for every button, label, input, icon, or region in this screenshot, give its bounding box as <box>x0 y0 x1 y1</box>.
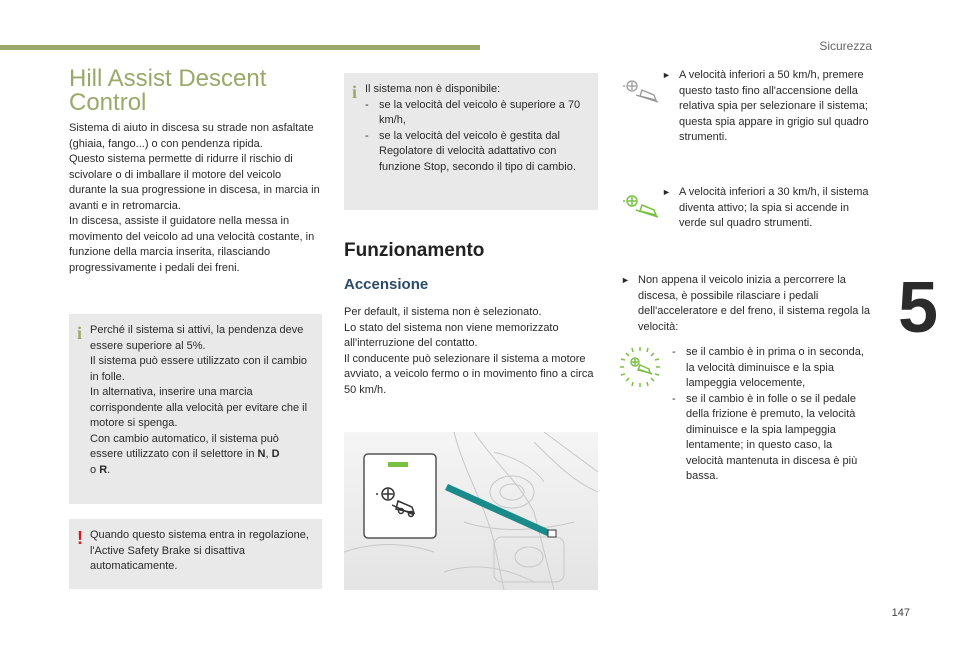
console-photo <box>344 432 598 590</box>
bullet-arrow-icon: ► <box>662 187 671 197</box>
info-box-requirements <box>69 314 322 504</box>
intro-paragraph: In discesa, assiste il guidatore nella messa in movimento del veicolo ad una velocità costante, in funzione della marcia inserita, rilasciando progressivamente i pedali dei freni. <box>69 215 315 274</box>
list-item-text: se la velocità del veicolo è superiore a 70 km/h, <box>379 98 581 126</box>
chapter-number: 5 <box>897 268 938 348</box>
intro-paragraph: Questo sistema permette di ridurre il rischio di scivolare o di imballare il motore del veicolo durante la sua progressione in discesa, in marcia in avanti e in retromarcia. <box>69 153 320 212</box>
hadc-green-indicator-icon <box>622 193 662 219</box>
instruction-grey <box>662 68 872 146</box>
period: . <box>107 463 111 476</box>
page-title-line2: Control <box>69 89 147 116</box>
accensione-text <box>344 305 600 398</box>
info-line: In alternativa, inserire una marcia corrispondente alla velocità per evitare che il motore si spenga. <box>90 386 308 429</box>
instruction-release <box>621 273 871 335</box>
hadc-grey-indicator-icon <box>622 78 662 104</box>
instruction-text: A velocità inferiori a 50 km/h, premere questo tasto fino all'accensione della relativa spia per selezionare il sistema; questa spia appare in grigio sul quadro strumenti. <box>679 69 869 143</box>
list-item-text: se il cambio è in prima o in seconda, la velocità diminuisce e la spia lampeggia velocemente, <box>686 346 864 389</box>
instruction-text: Non appena il veicolo inizia a percorrere la discesa, è possibile rilasciare i pedali dell'acceleratore e del freno, il sistema regola la velocità: <box>638 274 870 333</box>
bullet-arrow-icon: ► <box>662 70 671 80</box>
info-box-text <box>90 323 312 478</box>
selector-n: N <box>257 448 266 460</box>
page-title-line1: Hill Assist Descent <box>69 65 267 92</box>
bullet-arrow-icon: ► <box>621 275 630 285</box>
availability-intro: Il sistema non è disponibile: <box>365 83 501 95</box>
info-line: Perché il sistema si attivi, la pendenza deve essere superiore al 5%. <box>90 324 304 352</box>
list-item-text: se il cambio è in folle o se il pedale della frizione è premuto, la velocità diminuisce e la spia lampeggia lentamente; in questo caso, la velocità mantenuta in discesa è più bassa. <box>686 392 858 482</box>
instruction-green <box>662 185 872 232</box>
list-item: - se il cambio è in folle o se il pedale della frizione è premuto, la velocità diminuisce e la spia lampeggia lentamente; in questo caso, la velocità mantenuta in discesa è più bassa. <box>672 392 872 485</box>
separator: , <box>265 448 272 460</box>
info-box-availability <box>344 73 598 210</box>
console-illustration <box>344 432 598 590</box>
info-icon: i <box>77 323 83 343</box>
accensione-paragraph: Lo stato del sistema non viene memorizzato all'interruzione del contatto. <box>344 321 559 349</box>
list-item: - se la velocità del veicolo è superiore a 70 km/h, <box>365 98 588 129</box>
intro-paragraph: Sistema di aiuto in discesa su strade non asfaltate (ghiaia, fango...) o con pendenza ripida. <box>69 122 314 150</box>
intro-text <box>69 121 321 276</box>
selector-r: R <box>99 463 108 476</box>
info-icon: i <box>352 82 358 102</box>
list-item: - se la velocità del veicolo è gestita dal Regolatore di velocità adattativo con funzione Stop, secondo il tipo di cambio. <box>365 129 588 176</box>
list-item-text: se la velocità del veicolo è gestita dal Regolatore di velocità adattativo con funzione Stop, secondo il tipo di cambio. <box>379 129 576 173</box>
selector-d: D <box>271 448 280 460</box>
info-line-automatic <box>90 432 312 479</box>
accensione-paragraph: Il conducente può selezionare il sistema a motore avviato, a veicolo fermo o in movimento fino a circa 50 km/h. <box>344 352 594 396</box>
instruction-text: A velocità inferiori a 30 km/h, il sistema diventa attivo; la spia si accende in verde sul quadro strumenti. <box>679 186 869 229</box>
section-title: Funzionamento <box>344 240 485 261</box>
speed-regulation-list <box>672 345 872 485</box>
page-title <box>69 67 309 115</box>
info-automatic-prefix: Con cambio automatico, il sistema può essere utilizzato con il selettore in <box>90 432 279 460</box>
header-accent-bar <box>0 45 480 50</box>
warning-text: Quando questo sistema entra in regolazione, l'Active Safety Brake si disattiva automaticamente. <box>90 529 309 572</box>
list-item: - se il cambio è in prima o in seconda, la velocità diminuisce e la spia lampeggia velocemente, <box>672 345 872 392</box>
page-number: 147 <box>891 607 910 619</box>
warning-icon: ! <box>77 528 83 548</box>
accensione-paragraph: Per default, il sistema non è selezionato. <box>344 306 542 318</box>
availability-text <box>365 82 588 175</box>
warning-box <box>69 519 322 589</box>
section-name: Sicurezza <box>819 39 872 53</box>
hadc-flashing-indicator-icon <box>618 345 662 389</box>
subsection-title: Accensione <box>344 276 429 293</box>
info-line: Il sistema può essere utilizzato con il cambio in folle. <box>90 355 308 383</box>
separator: o <box>90 463 100 476</box>
